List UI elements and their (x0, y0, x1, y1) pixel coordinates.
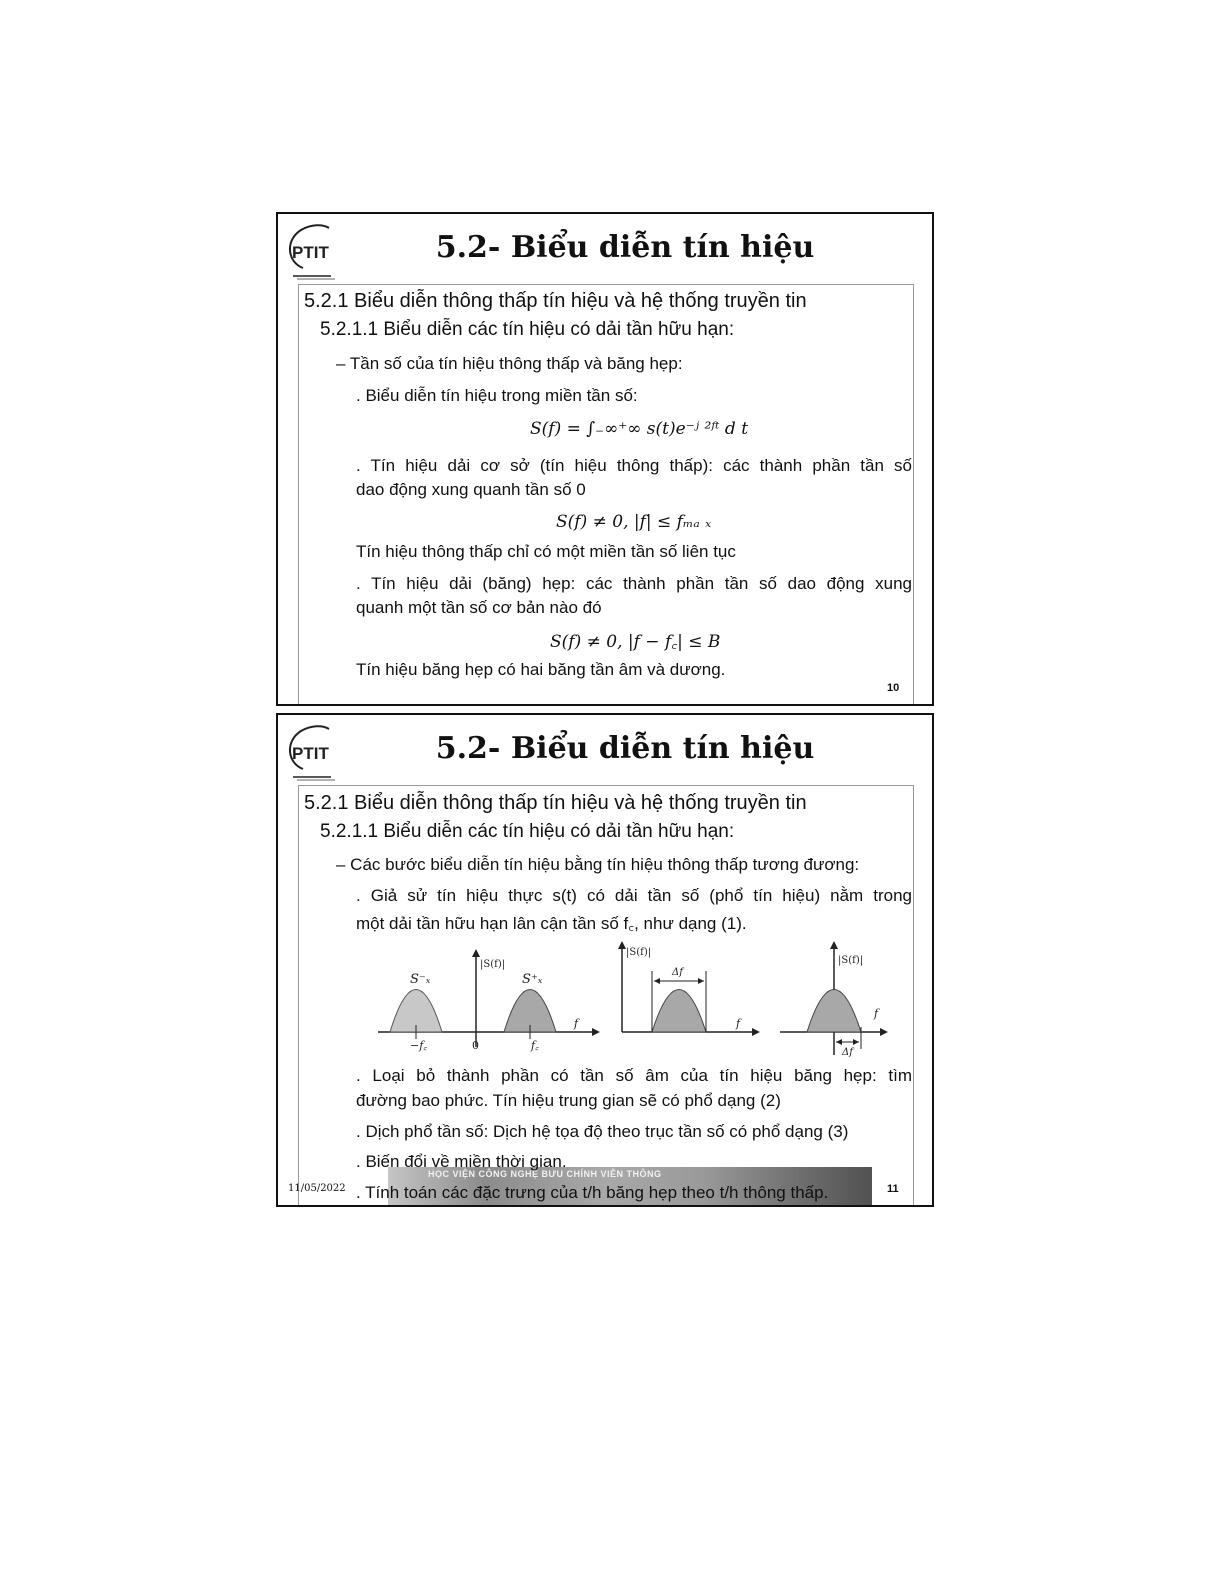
label-abs-s: |S(f)| (626, 947, 652, 958)
figure-1-bandpass-spectrum (378, 949, 600, 1052)
heading-1: 5.2.1 Biểu diễn thông thấp tín hiệu và hệ thống truyền tin (304, 792, 807, 814)
slide-10 (276, 212, 934, 706)
text-line: . Dịch phổ tần số: Dịch hệ tọa độ theo trục tần số có phổ dạng (3) (356, 1122, 849, 1141)
equation-lowpass: S(f) ≠ 0, |f| ≤ fₘₐ ₓ (556, 512, 712, 532)
label-f: f (736, 1017, 741, 1030)
label-s-minus: S⁻ₓ (410, 972, 431, 987)
label-fc: f꜀ (531, 1039, 539, 1052)
heading-1: 5.2.1 Biểu diễn thông thấp tín hiệu và hệ thống truyền tin (304, 290, 807, 312)
slide-11 (276, 713, 934, 1207)
paragraph-line: một dải tần hữu hạn lân cận tần số f꜀, như dạng (1). (356, 914, 747, 933)
equation-fourier: S(f) = ∫₋∞⁺∞ s(t)e⁻ʲ ²ᶠᵗ d t (530, 419, 749, 439)
page-number: 11 (887, 1183, 899, 1195)
label-s-plus: S⁺ₓ (522, 972, 543, 987)
slide-title: 5.2- Biểu diễn tín hiệu (435, 230, 815, 265)
figure-3-baseband-spectrum (780, 941, 888, 1058)
page-number: 10 (887, 682, 900, 694)
label-f: f (874, 1007, 879, 1020)
bullet-item: – Các bước biểu diễn tín hiệu bằng tín hiệu thông thấp tương đương: (336, 855, 860, 874)
footer-banner-text: HỌC VIỆN CÔNG NGHỆ BƯU CHÍNH VIỄN THÔNG (428, 1169, 662, 1179)
label-delta-f: Δf (672, 967, 683, 978)
label-zero: 0 (472, 1039, 479, 1052)
text-line: . Biểu diễn tín hiệu trong miền tần số: (356, 386, 638, 405)
label-neg-fc: −f꜀ (410, 1039, 428, 1052)
label-abs-s: |S(f)| (838, 955, 864, 966)
figure-2-positive-spectrum (618, 941, 760, 1036)
label-f: f (574, 1017, 579, 1030)
paragraph-line: dao động xung quanh tần số 0 (356, 480, 586, 499)
paragraph-line: . Tín hiệu dải cơ sở (tín hiệu thông thấp): các thành phần tần số (356, 456, 912, 475)
paragraph-line: đường bao phức. Tín hiệu trung gian sẽ có phổ dạng (2) (356, 1091, 781, 1110)
heading-2: 5.2.1.1 Biểu diễn các tín hiệu có dải tần hữu hạn: (320, 319, 735, 340)
label-delta-f: Δf (842, 1047, 853, 1058)
paragraph-line: quanh một tần số cơ bản nào đó (356, 598, 602, 617)
heading-2: 5.2.1.1 Biểu diễn các tín hiệu có dải tần hữu hạn: (320, 821, 735, 842)
label-abs-s: |S(f)| (480, 959, 506, 970)
text-line: . Tính toán các đặc trưng của t/h băng hẹp theo t/h thông thấp. (356, 1183, 829, 1202)
bullet-item: – Tần số của tín hiệu thông thấp và băng hẹp: (336, 354, 683, 373)
date-label: 11/05/2022 (288, 1183, 346, 1194)
paragraph-line: . Tín hiệu dải (băng) hẹp: các thành phần tần số dao động xung (356, 574, 912, 593)
text-line: . Biến đổi về miền thời gian. (356, 1152, 567, 1171)
text-line: Tín hiệu thông thấp chỉ có một miền tần số liên tục (356, 542, 736, 561)
paragraph-line: . Giả sử tín hiệu thực s(t) có dải tần số (phổ tín hiệu) nằm trong (356, 886, 912, 905)
logo-text: PTIT (292, 243, 329, 262)
text-line: Tín hiệu băng hẹp có hai băng tần âm và dương. (356, 660, 726, 679)
slide-title: 5.2- Biểu diễn tín hiệu (435, 731, 815, 766)
equation-narrowband: S(f) ≠ 0, |f − f꜀| ≤ B (550, 632, 721, 652)
spectrum-figures (374, 937, 894, 1059)
logo-text: PTIT (292, 744, 329, 763)
paragraph-line: . Loại bỏ thành phần có tần số âm của tín hiệu băng hẹp: tìm (356, 1066, 912, 1085)
